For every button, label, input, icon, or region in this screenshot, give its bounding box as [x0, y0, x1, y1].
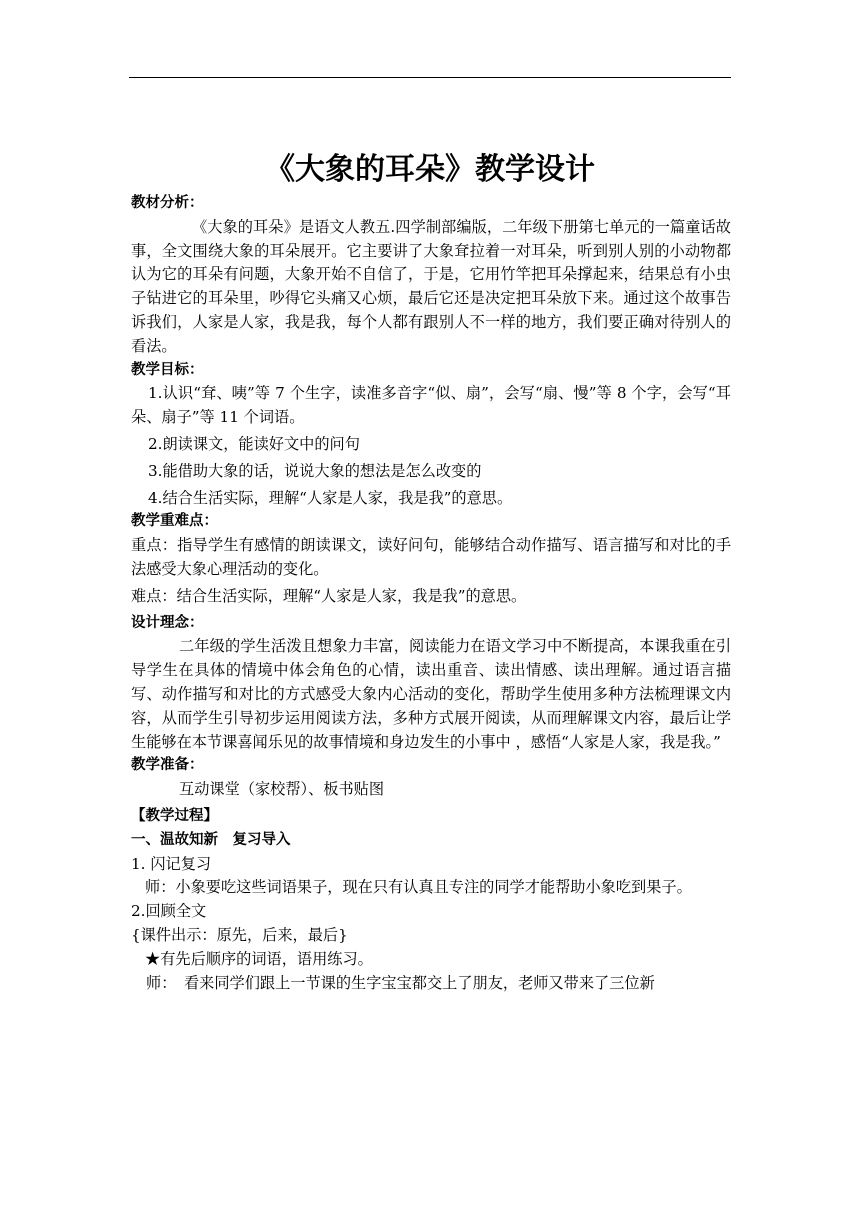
goal-item-3: 3.能借助大象的话，说说大象的想法是怎么改变的	[148, 461, 482, 480]
step1-item-1: 1. 闪记复习	[131, 854, 212, 873]
difficult-point-paragraph: 难点：结合生活实际，理解“人家是人家，我是我”的意思。	[131, 586, 527, 605]
prep-heading: 教学准备：	[131, 757, 204, 774]
goal-item-1: 1.认识“耷、咦”等 7 个生字，读准多音字“似、扇”，会写“扇、慢”等 8 个字，会写“耳朵、扇子”等 11 个词语。	[131, 384, 731, 427]
goals-heading: 教学目标：	[131, 361, 204, 378]
star-note: ★有先后顺序的词语，语用练习。	[145, 949, 373, 968]
teacher-line-2: 师： 看来同学们跟上一节课的生字宝宝都交上了朋友，老师又带来了三位新	[146, 973, 655, 992]
analysis-heading: 教材分析：	[131, 195, 204, 211]
key-point-paragraph: 重点：指导学生有感情的朗读课文，读好问句，能够结合动作描写、语言描写和对比的手法感受大象心理活动的变化。	[131, 536, 731, 578]
goal-item-2: 2.朗读课文，能读好文中的问句	[148, 434, 360, 453]
step1-heading: 一、温故知新 复习导入	[131, 831, 291, 848]
step1-item-2: 2.回顾全文	[131, 902, 207, 921]
prep-paragraph: 互动课堂（家校帮）、板书贴图	[179, 780, 385, 799]
goal-item-4: 4.结合生活实际，理解“人家是人家，我是我”的意思。	[148, 488, 513, 507]
document-body	[131, 192, 731, 995]
document-title: 《大象的耳朵》教学设计	[265, 152, 595, 187]
process-heading: 【教学过程】	[131, 807, 218, 824]
courseware-note: {课件出示：原先，后来，最后}	[131, 925, 348, 944]
keypoints-heading: 教学重难点：	[131, 513, 218, 530]
header-rule	[129, 77, 731, 78]
teacher-line-1: 师：小象要吃这些词语果子，现在只有认真且专注的同学才能帮助小象吃到果子。	[145, 878, 692, 897]
concept-paragraph: 二年级的学生活泼且想象力丰富，阅读能力在语文学习中不断提高，本课我重在引导学生在具体的情境中体会角色的心情，读出重音、读出情感、读出理解。通过语言描写、动作描写和对比的方式感受大象内心活动的变化，帮助学生使用多种方法梳理课文内容，从而学生引导初步运用阅读方法，多种方式展开阅读，从而理解课文内容，最后让学生能够在本节课喜闻乐见的故事情境和身边发生的小事中 ，感悟“人家是人家，我是我。”	[131, 637, 731, 751]
analysis-paragraph: 《大象的耳朵》是语文人教五.四学制部编版，二年级下册第七单元的一篇童话故事，全文围绕大象的耳朵展开。它主要讲了大象耷拉着一对耳朵，听到别人别的小动物都认为它的耳朵有问题，大象开始不自信了，于是，它用竹竿把耳朵撑起来，结果总有小虫子钻进它的耳朵里，吵得它头痛又心烦，最后它还是决定把耳朵放下来。通过这个故事告诉我们，人家是人家，我是我，每个人都有跟别人不一样的地方，我们要正确对待别人的看法。	[131, 217, 731, 355]
concept-heading: 设计理念：	[131, 614, 204, 631]
